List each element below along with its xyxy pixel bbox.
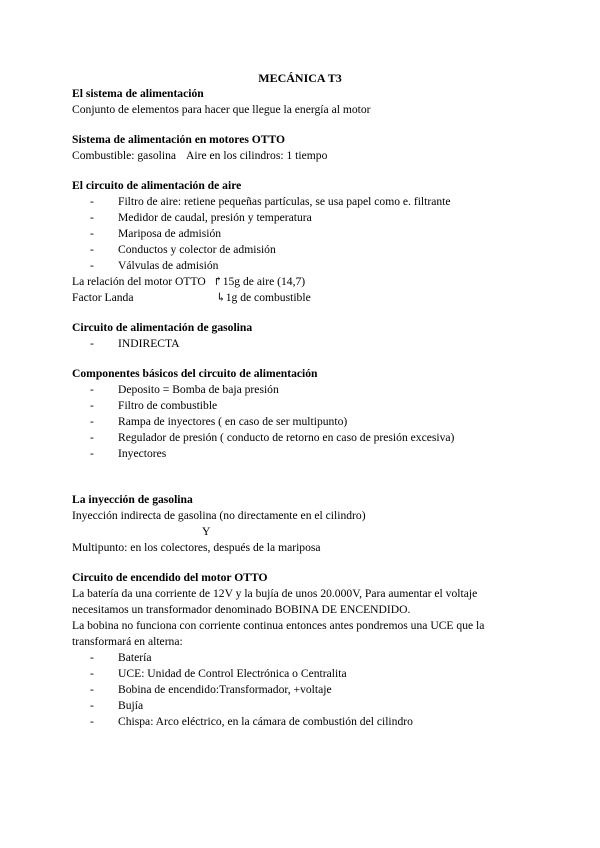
- relacion-label: La relación del motor OTTO: [72, 275, 206, 288]
- list-item: - Rampa de inyectores ( en caso de ser multipunto): [72, 414, 532, 430]
- list-item: - Bujía: [72, 698, 532, 714]
- encendido-list: [72, 650, 532, 730]
- aire-text: Aire en los cilindros: 1 tiempo: [186, 149, 328, 162]
- combustible-text: Combustible: gasolina: [72, 149, 177, 162]
- landa-row: [72, 290, 532, 306]
- list-item: - Conductos y colector de admisión: [72, 242, 532, 258]
- section-heading-sistema-alimentacion: El sistema de alimentación: [72, 87, 204, 100]
- section-heading-motores-otto: Sistema de alimentación en motores OTTO: [72, 133, 286, 146]
- list-item: - Chispa: Arco eléctrico, en la cámara de combustión del cilindro: [72, 714, 532, 730]
- list-item: - Batería: [72, 650, 532, 666]
- list-item: - UCE: Unidad de Control Electrónica o Centralita: [72, 666, 532, 682]
- section-heading-componentes: Componentes básicos del circuito de alimentación: [72, 367, 318, 380]
- list-item: - Filtro de combustible: [72, 398, 532, 414]
- document-body: [72, 86, 532, 730]
- list-item: - Filtro de aire: retiene pequeñas partículas, se usa papel como e. filtrante: [72, 194, 532, 210]
- relacion-value: ↱15g de aire (14,7): [213, 275, 306, 288]
- section-heading-inyeccion: La inyección de gasolina: [72, 493, 193, 506]
- list-item: - Bobina de encendido:Transformador, +voltaje: [72, 682, 532, 698]
- componentes-list: [72, 382, 532, 462]
- list-item: - INDIRECTA: [72, 336, 532, 352]
- list-item: - Inyectores: [72, 446, 532, 462]
- encendido-paragraph-1: La batería da una corriente de 12V y la bujía de unos 20.000V, Para aumentar el voltaje necesitamos un transformador denominado BOBINA DE ENCENDIDO.: [72, 587, 478, 616]
- section-heading-encendido: Circuito de encendido del motor OTTO: [72, 571, 268, 584]
- circuito-aire-list: [72, 194, 532, 274]
- combustible-line: [72, 148, 532, 164]
- document-title: MECÁNICA T3: [258, 71, 342, 85]
- list-item: - Válvulas de admisión: [72, 258, 532, 274]
- inyeccion-line2: Multipunto: en los colectores, después de la mariposa: [72, 541, 321, 554]
- list-item: - Deposito = Bomba de baja presión: [72, 382, 532, 398]
- list-item: - Mariposa de admisión: [72, 226, 532, 242]
- inyeccion-y: Y: [202, 525, 211, 538]
- relacion-row: [72, 274, 532, 290]
- circuito-gasolina-list: [72, 336, 532, 352]
- inyeccion-line1: Inyección indirecta de gasolina (no directamente en el cilindro): [72, 509, 366, 522]
- landa-label: Factor Landa: [72, 291, 134, 304]
- section-heading-circuito-gasolina: Circuito de alimentación de gasolina: [72, 321, 253, 334]
- list-item: - Medidor de caudal, presión y temperatura: [72, 210, 532, 226]
- landa-value: ↳1g de combustible: [216, 291, 311, 304]
- sistema-alimentacion-text: Conjunto de elementos para hacer que llegue la energía al motor: [72, 103, 371, 116]
- encendido-paragraph-2: La bobina no funciona con corriente continua entonces antes pondremos una UCE que la transformará en alterna:: [72, 619, 485, 648]
- section-heading-circuito-aire: El circuito de alimentación de aire: [72, 179, 242, 192]
- list-item: - Regulador de presión ( conducto de retorno en caso de presión excesiva): [72, 430, 532, 446]
